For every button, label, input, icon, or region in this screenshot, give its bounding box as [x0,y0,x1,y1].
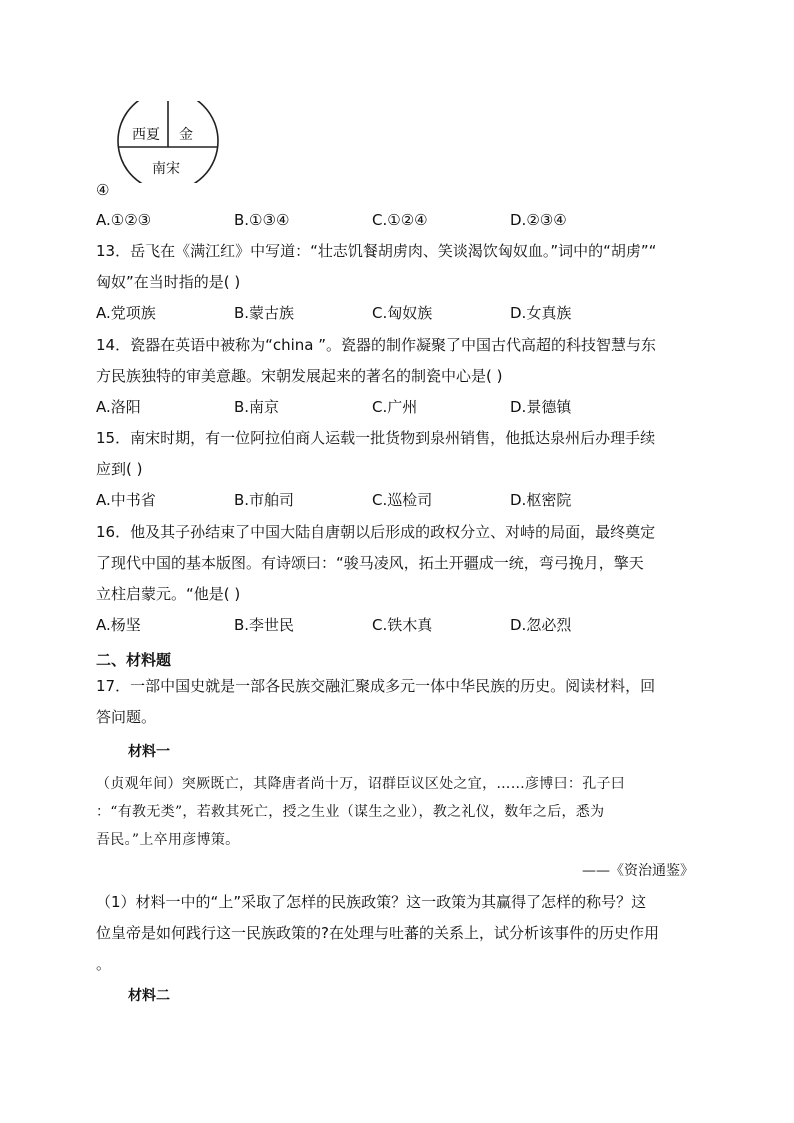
material1-label: 材料一 [128,744,170,760]
q15-option-a: A.中书省 [96,491,156,509]
q12-option-b: B.①③④ [234,211,290,229]
material2-label: 材料二 [128,988,170,1004]
q15-option-b: B.市舶司 [234,491,295,509]
q12-option-a: A.①②③ [96,211,152,229]
region-nansong: 南宋 [152,161,180,177]
q13-option-c: C.匈奴族 [372,304,433,322]
q17-stem-line2: 答问题。 [96,708,157,726]
q17-sub1-line2: 位皇帝是如何践行这一民族政策的?在处理与吐蕃的关系上，试分析该事件的历史作用 [96,924,659,942]
q15-stem-line1: 15．南宋时期，有一位阿拉伯商人运载一批货物到泉州销售，他抵达泉州后办理手续 [96,429,656,447]
region-jin: 金 [179,127,193,143]
q13-option-a: A.党项族 [96,304,156,322]
q14-stem-line1: 14．瓷器在英语中被称为“china ”。瓷器的制作凝聚了中国古代高超的科技智慧与东 [96,336,657,354]
q14-option-b: B.南京 [234,398,280,416]
q16-stem-line1: 16．他及其子孙结束了中国大陆自唐朝以后形成的政权分立、对峙的局面，最终奠定 [96,523,656,541]
q16-option-a: A.杨坚 [96,616,141,634]
q16-stem-line2: 了现代中国的基本版图。有诗颂曰：“骏马凌风，拓土开疆成一统，弯弓挽月，擎天 [96,554,644,572]
q13-stem-line1: 13．岳飞在《满江红》中写道：“壮志饥餐胡虏肉、笑谈渴饮匈奴血。”词中的“胡虏”“ [96,242,657,260]
material1-source: ——《资治通鉴》 [582,863,694,879]
q16-stem-line3: 立柱启蒙元。“他是( ) [96,585,241,603]
section-title: 二、材料题 [96,651,172,669]
material1-line3: 吾民。”上卒用彦博策。 [96,832,240,848]
q14-option-a: A.洛阳 [96,398,141,416]
q14-option-c: C.广州 [372,398,418,416]
q15-stem-line2: 应到( ) [96,460,143,478]
q17-sub1-line3: 。 [96,955,112,973]
material1-line2: ：“有教无类”，若救其死亡，授之生业（谋生之业），教之礼仪，数年之后，悉为 [96,804,605,820]
q15-option-d: D.枢密院 [510,491,572,509]
region-xixia: 西夏 [132,127,160,143]
q16-option-b: B.李世民 [234,616,295,634]
q16-option-c: C.铁木真 [372,616,433,634]
q15-option-c: C.巡检司 [372,491,433,509]
material1-line1: （贞观年间）突厥既亡，其降唐者尚十万，诏群臣议区处之宜，……彦博曰：孔子曰 [96,776,626,792]
q14-option-d: D.景德镇 [510,398,572,416]
q13-option-b: B.蒙古族 [234,304,295,322]
q17-stem-line1: 17．一部中国史就是一部各民族交融汇聚成多元一体中华民族的历史。阅读材料，回 [96,677,656,695]
q14-stem-line2: 方民族独特的审美意趣。宋朝发展起来的著名的制瓷中心是( ) [96,367,503,385]
figure-marker: ④ [96,181,110,199]
q13-option-d: D.女真族 [510,304,572,322]
q12-option-c: C.①②④ [372,211,428,229]
q17-sub1-line1: （1）材料一中的“上”采取了怎样的民族政策？这一政策为其赢得了怎样的称号？这 [96,893,647,911]
q13-stem-line2: 匈奴”在当时指的是( ) [96,273,241,291]
q12-option-d: D.②③④ [510,211,567,229]
regime-diagram [116,101,220,183]
q16-option-d: D.忽必烈 [510,616,572,634]
